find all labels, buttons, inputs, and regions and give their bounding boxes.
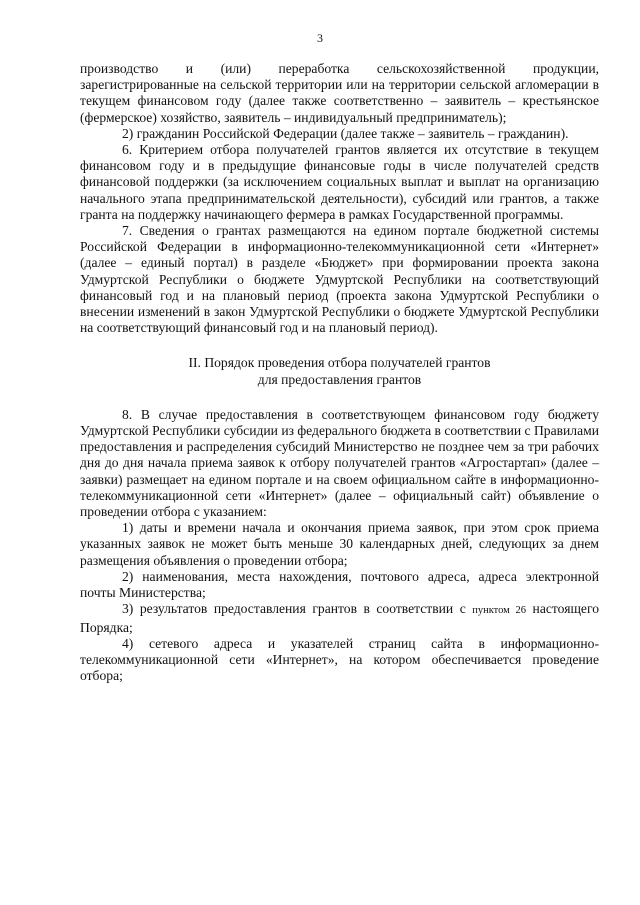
paragraph-applicants-continued: производство и (или) переработка сельскохозяйственной продукции, зарегистрированные на сельской территории или на территории сельской агломерации в текущем финансовом году (далее также соответственно – заявитель – крестьянское (фермерское) хозяйство, заявитель – индивидуальный предприниматель); [80,61,599,125]
paragraph-item-7: 7. Сведения о грантах размещаются на едином портале бюджетной системы Российской Федерации в информационно-телекоммуникационной сети «Интернет» (далее – единый портал) в разделе «Бюджет» при формировании проекта закона Удмуртской Республики о бюджете Удмуртской Республики на соответствующий финансовый год и на плановый период (проекта закона Удмуртской Республики о внесении изменений в закон Удмуртской Республики о бюджете Удмуртской Республики на соответствующий финансовый год и на плановый период). [80,223,599,336]
section-heading [80,355,599,387]
subitem-3-text-end: настоящего Порядка; [80,601,599,635]
paragraph-subitem-1: 1) даты и времени начала и окончания приема заявок, при этом срок приема указанных заявок не может быть меньше 30 календарных дней, следующих за днем размещения объявления о проведении отбора; [80,520,599,568]
paragraph-citizen: 2) гражданин Российской Федерации (далее также – заявитель – гражданин). [122,125,569,141]
section-heading-line-1: II. Порядок проведения отбора получателей грантов [188,355,491,371]
document-body [80,61,599,684]
paragraph-item-6: 6. Критерием отбора получателей грантов является их отсутствие в текущем финансовом году и в предыдущие финансовые годы в числе получателей средств финансовой поддержки (за исключением социальных выплат и выплат на организацию начального этапа предпринимательской деятельности), субсидий или грантов, а также гранта на поддержку начинающего фермера в рамках Государственной программы. [80,142,599,222]
section-heading-line-2: для предоставления грантов [257,371,422,387]
paragraph-item-8: 8. В случае предоставления в соответствующем финансовом году бюджету Удмуртской Республики субсидии из федерального бюджета в соответствии с Правилами предоставления и распределения субсидий Министерство не позднее чем за три рабочих дня до дня начала приема заявок к отбору получателей грантов «Агростартап» (далее – заявки) размещает на едином портале и на своем официальном сайте в информационно-телекоммуникационной сети «Интернет» (далее – официальный сайт) объявление о проведении отбора с указанием: [80,406,599,520]
paragraph-subitem-3 [80,601,599,635]
page-number: 3 [317,31,323,45]
clause-reference: пунктом 26 [472,605,527,617]
paragraph-subitem-4: 4) сетевого адреса и указателей страниц сайта в информационно-телекоммуникационной сети «Интернет», на котором обеспечивается проведение отбора; [80,635,599,684]
subitem-3-text-start: 3) результатов предоставления грантов в соответствии с [122,601,473,617]
paragraph-subitem-2: 2) наименования, места нахождения, почтового адреса, адреса электронной почты Министерства; [80,568,599,601]
